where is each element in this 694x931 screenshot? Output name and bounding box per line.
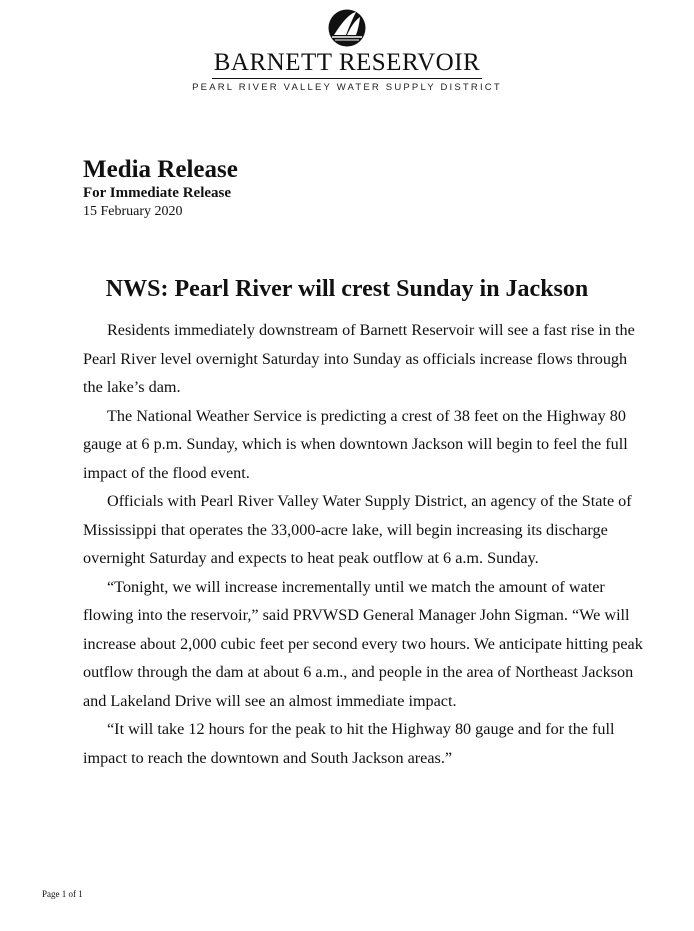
logo-tagline: PEARL RIVER VALLEY WATER SUPPLY DISTRICT <box>192 82 502 93</box>
logo <box>0 8 694 93</box>
release-type: For Immediate Release <box>83 185 232 201</box>
headline: NWS: Pearl River will crest Sunday in Jackson <box>105 276 589 302</box>
logo-name: BARNETT RESERVOIR <box>212 49 482 79</box>
article-body <box>83 316 643 772</box>
paragraph: Officials with Pearl River Valley Water Supply District, an agency of the State of Mississippi that operates the 33,000-acre lake, will begin increasing its discharge overnight Saturday and expects to heat peak outflow at 6 a.m. Sunday. <box>83 492 632 567</box>
paragraph: Residents immediately downstream of Barnett Reservoir will see a fast rise in the Pearl River level overnight Saturday into Sunday as officials increase flows through the lake’s dam. <box>83 321 635 396</box>
page-number: Page 1 of 1 <box>42 889 83 899</box>
paragraph: The National Weather Service is predicting a crest of 38 feet on the Highway 80 gauge at 6 p.m. Sunday, which is when downtown Jackson will begin to feel the full impact of the flood event. <box>83 406 628 482</box>
paragraph: “Tonight, we will increase incrementally until we match the amount of water flowing into the reservoir,” said PRVWSD General Manager John Sigman. “We will increase about 2,000 cubic feet per second every two hours. We anticipate hitting peak outflow through the dam at about 6 a.m., and people in the area of Northeast Jackson and Lakeland Drive will see an almost immediate impact. <box>83 577 643 710</box>
release-header <box>83 156 238 220</box>
page-title: Media Release <box>83 156 238 183</box>
paragraph: “It will take 12 hours for the peak to hit the Highway 80 gauge and for the full impact to reach the downtown and South Jackson areas.” <box>83 720 615 767</box>
sailboat-logo-icon <box>326 8 368 48</box>
release-date: 15 February 2020 <box>83 204 183 219</box>
